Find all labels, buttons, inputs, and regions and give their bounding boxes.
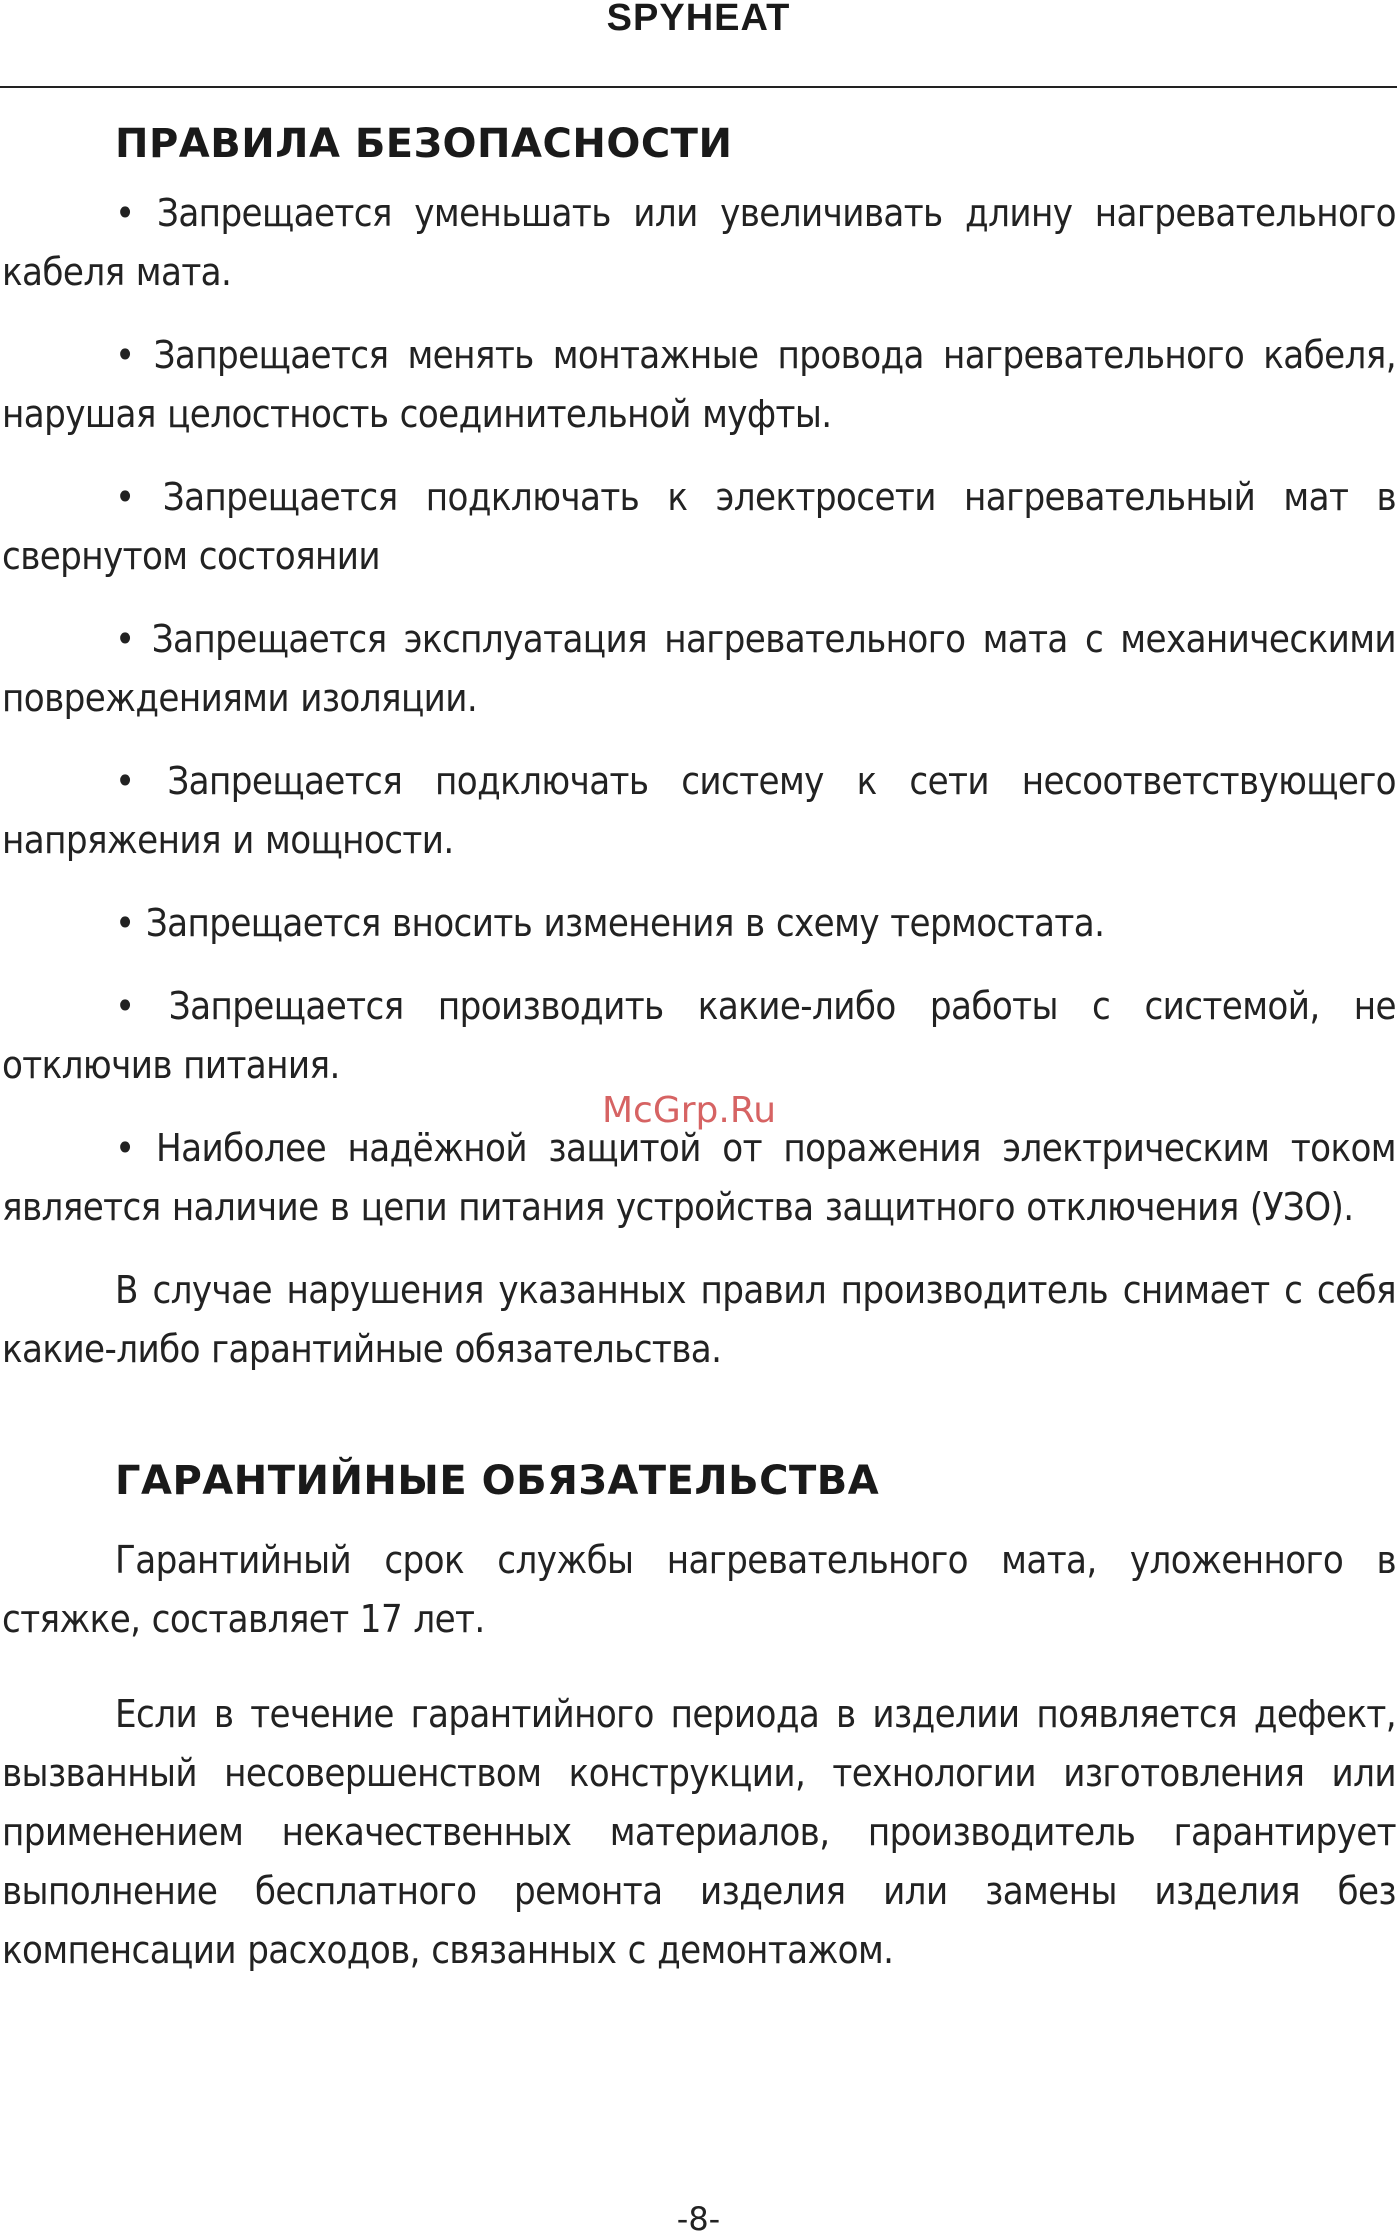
page-content xyxy=(2,92,1396,1980)
safety-rule-3: • Запрещается подключать к электросети нагревательный мат в свернутом состоянии xyxy=(2,475,1396,578)
warranty-title: ГАРАНТИЙНЫЕ ОБЯЗАТЕЛЬСТВА xyxy=(115,1458,880,1504)
safety-note: В случае нарушения указанных правил производитель снимает с себя какие-либо гарантийные обязательства. xyxy=(2,1268,1396,1371)
safety-rule-6: • Запрещается вносить изменения в схему термостата. xyxy=(115,901,1105,945)
warranty-paragraph-2: Если в течение гарантийного периода в изделии появляется дефект, вызванный несовершенством конструкции, технологии изготовления или применением некачественных материалов, производитель гарантирует выполнение бесплатного ремонта изделия или замены изделия без компенсации расходов, связанных с демонтажом. xyxy=(2,1692,1396,1972)
warranty-paragraph-1: Гарантийный срок службы нагревательного мата, уложенного в стяжке, составляет 17 лет. xyxy=(2,1538,1396,1641)
brand-header: SPYHEAT xyxy=(606,0,791,39)
safety-rule-4: • Запрещается эксплуатация нагревательного мата с механическими повреждениями изоляции. xyxy=(2,617,1396,720)
safety-rule-1: • Запрещается уменьшать или увеличивать длину нагревательного кабеля мата. xyxy=(2,191,1396,294)
safety-rule-8: • Наиболее надёжной защитой от поражения электрическим током является наличие в цепи питания устройства защитного отключения (УЗО). xyxy=(2,1126,1396,1229)
header-divider xyxy=(0,86,1397,88)
safety-rule-5: • Запрещается подключать систему к сети несоответствующего напряжения и мощности. xyxy=(2,759,1396,862)
page-number: -8- xyxy=(676,2200,721,2238)
safety-rules-title: ПРАВИЛА БЕЗОПАСНОСТИ xyxy=(115,121,733,167)
safety-rule-2: • Запрещается менять монтажные провода нагревательного кабеля, нарушая целостность соединительной муфты. xyxy=(2,333,1396,436)
safety-rule-7: • Запрещается производить какие-либо работы с системой, не отключив питания. xyxy=(2,984,1396,1087)
watermark: McGrp.Ru xyxy=(602,1090,777,1131)
